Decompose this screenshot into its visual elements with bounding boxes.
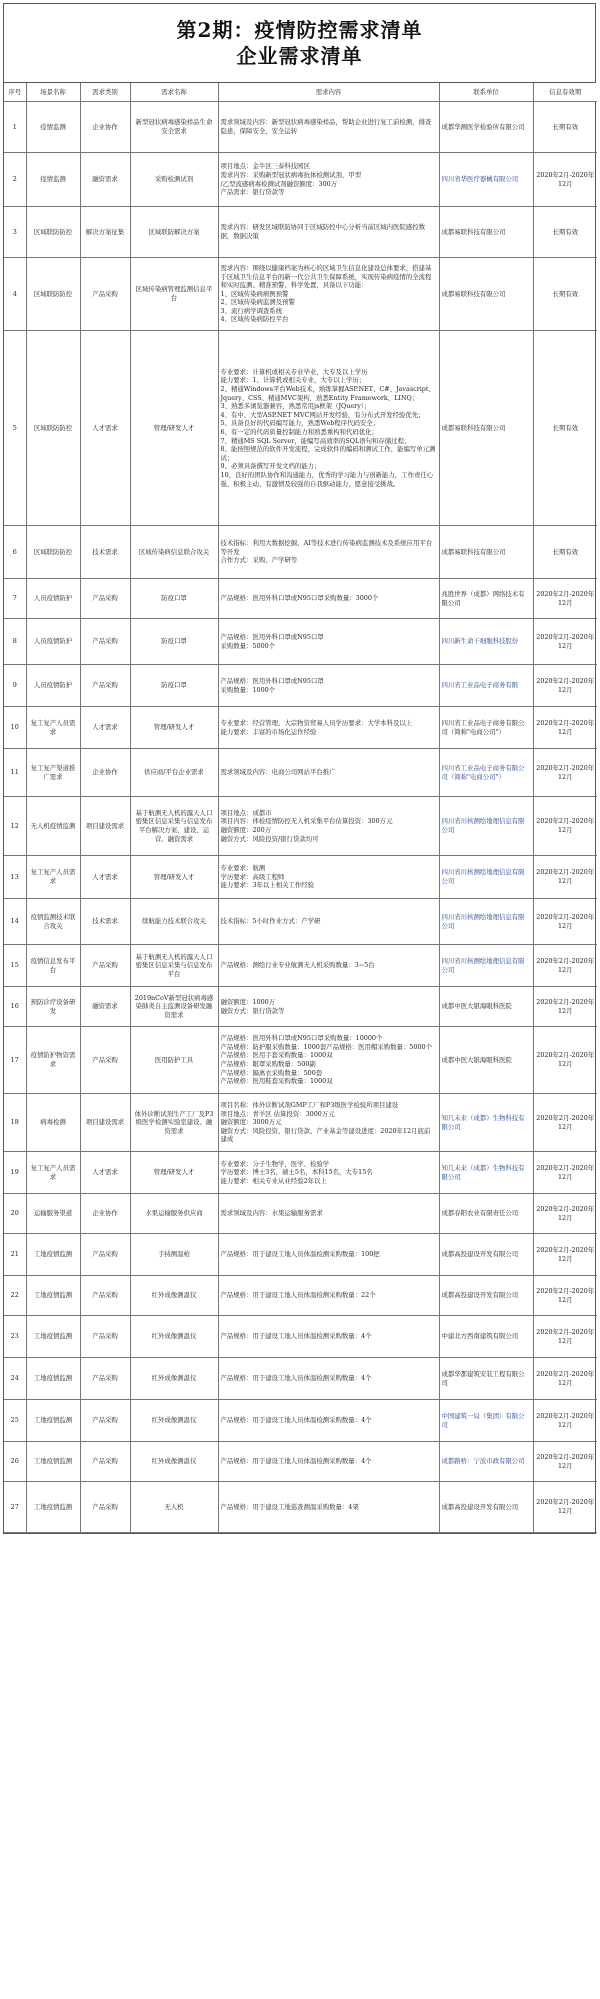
demand-content-line: 产品规格：测绘行业专业航测无人机采购数量：3~5台 [220,961,375,970]
demand-content-line: 需求内容：研发区域联防协同于区域防控中心分析当前区域内医院感控数据，数据决策 [220,223,425,240]
demand-name: 红外成像测温仪 [130,1316,218,1358]
scene-name: 复工复产人员需求 [26,707,80,749]
row-number: 4 [4,258,26,331]
scene-name: 工地疫情监测 [26,1442,80,1482]
demand-content-line: 需求内容：采购新型冠状病毒抗体检测试剂、甲型 [220,170,362,179]
row-number: 8 [4,619,26,665]
contact-unit: 四川省工业品电子商务有限公司（简称"电商公司"） [439,749,533,797]
demand-content [218,665,439,707]
demand-content [218,1194,439,1234]
demand-name: 管理/研发人才 [130,1152,218,1194]
table-row [4,619,597,665]
demand-name: 管理/研发人才 [130,856,218,899]
demand-content [218,331,439,526]
demand-content [218,899,439,945]
document-frame [3,3,596,1534]
contact-unit: 成都路桥：宁波市政有限公司 [439,1442,533,1482]
demand-content [218,579,439,619]
demand-content-line: 5、具备良好的代码编写能力，熟悉Web程序代码安全； [220,419,380,428]
demand-category: 项目建设需求 [80,797,130,856]
validity-period: 2020年2月-2020年12月 [533,579,597,619]
validity-period: 2020年2月-2020年12月 [533,749,597,797]
table-row [4,579,597,619]
scene-name: 工地疫情监测 [26,1276,80,1316]
demand-category: 人才需求 [80,1152,130,1194]
validity-period: 2020年2月-2020年12月 [533,1442,597,1482]
demand-content-line: 融资方式：风险投资/银行贷款均可 [220,834,319,843]
scene-name: 病毒检测 [26,1094,80,1152]
validity-period: 长期有效 [533,207,597,258]
demand-content-line: 项目名称：体外诊断试剂GMP工厂和P3级医学检验所项目建设 [220,1101,399,1110]
validity-period: 2020年2月-2020年12月 [533,619,597,665]
row-number: 14 [4,899,26,945]
contact-unit: 中国建筑一局（集团）有限公司 [439,1400,533,1442]
validity-period: 长期有效 [533,331,597,526]
demand-content [218,749,439,797]
contact-unit: 成都易联科技有限公司 [439,526,533,579]
table-row [4,665,597,707]
validity-period: 长期有效 [533,526,597,579]
table-row [4,1194,597,1234]
demand-category: 融资需求 [80,987,130,1027]
demand-category: 企业协作 [80,749,130,797]
demand-content-line: 产品规格：用于建设工地人员体温检测采购数量：4个 [220,1457,372,1466]
demand-content-line: 需求领域及内容：新型冠状病毒感染样品，帮助企业进行复工前检测，排查隐患，保障安全，安全运转 [220,118,432,135]
table-row [4,1094,597,1152]
demand-content-line: 产品规格：医用手套采购数量：1000双 [220,1051,333,1060]
contact-unit: 中建北方西南建筑有限公司 [439,1316,533,1358]
row-number: 15 [4,945,26,987]
table-row [4,1152,597,1194]
demand-content-line: 学历要求：高级工程师 [220,872,285,881]
scene-name: 复工复产人员需求 [26,1152,80,1194]
demand-content-line: 9、必须具备撰写开发文档的能力； [220,462,321,471]
scene-name: 区域联防防控 [26,526,80,579]
demand-category: 技术需求 [80,899,130,945]
scene-name: 疫情监测 [26,153,80,207]
demand-content-line: 2、区域传染病监测及预警 [220,298,295,307]
demand-content-line: 产品规格：眼罩采购数量：500副 [220,1060,316,1068]
table-row [4,1442,597,1482]
table-row [4,153,597,207]
table-row [4,1027,597,1094]
demand-content-line: 10、良好的团队协作和沟通能力，优秀的学习能力与创新能力，工作责任心强、积极主动、有激情及较强的自我驱动能力，愿意接受挑战。 [220,470,434,488]
title-block [4,4,595,83]
demand-name: 采购检测试剂 [130,153,218,207]
demand-content [218,1358,439,1400]
demand-content-line: 4、有中、大型ASP.NET MVC网站开发经验，有分布式开发经验优先； [220,410,425,419]
table-row [4,1400,597,1442]
demand-content [218,707,439,749]
demand-content-line: 能力要求：丰富的市场化运作经验 [220,727,317,736]
demand-content-line: 能力要求：3年以上相关工作经验 [220,881,315,890]
scene-name: 人员疫情防护 [26,619,80,665]
table-row [4,899,597,945]
contact-unit: 四川省川核测绘地理信息有限公司 [439,797,533,856]
row-number: 20 [4,1194,26,1234]
demand-content-line: 7、精通MS SQL Server，能编写高效率的SQL语句和存储过程； [220,436,411,445]
row-number: 6 [4,526,26,579]
scene-name: 工地疫情监测 [26,1400,80,1442]
demand-content [218,1276,439,1316]
demand-category: 产品采购 [80,665,130,707]
scene-name: 人员疫情防护 [26,665,80,707]
table-header-row [4,83,597,102]
demand-content [218,153,439,207]
demand-content [218,1094,439,1152]
row-number: 2 [4,153,26,207]
scene-name: 工地疫情监测 [26,1482,80,1533]
row-number: 23 [4,1316,26,1358]
demand-content-line: 专业要求：航测 [220,864,266,873]
demand-name: 水果运输服务供应商 [130,1194,218,1234]
table-row [4,1358,597,1400]
row-number: 7 [4,579,26,619]
demand-name: 供应商/平台企业需求 [130,749,218,797]
validity-period: 2020年2月-2020年12月 [533,987,597,1027]
demand-content-line: /乙型流感病毒检测试剂融资额度：300万 [220,179,338,188]
row-number: 13 [4,856,26,899]
demand-content-line: 技术指标：利用大数据挖掘、AI等技术进行传染病监测技术及系统应用平台等开发 [220,539,433,556]
demand-category: 融资需求 [80,153,130,207]
demand-category: 产品采购 [80,1027,130,1094]
demand-content-line: 融资方式：银行贷款等 [220,1006,285,1015]
demand-name: 红外成像测温仪 [130,1442,218,1482]
demand-content [218,258,439,331]
demand-category: 产品采购 [80,1316,130,1358]
validity-period: 2020年2月-2020年12月 [533,899,597,945]
demand-content-line: 产品规格：用于建设工地人员体温检测采购数量：22个 [220,1291,376,1300]
header-no: 序号 [4,83,26,102]
contact-unit: 成都易联科技有限公司 [439,207,533,258]
demand-name: 红外成像测温仪 [130,1358,218,1400]
page-subtitle: 企业需求清单 [236,44,363,68]
demand-content-line: 产品规格：医用外科口罩或N95口罩采购数量：10000个 [220,1034,383,1043]
row-number: 27 [4,1482,26,1533]
demand-content-line: 产品规格：用于建设工地人员体温检测采购数量：100把 [220,1250,380,1259]
demand-content-line: 专业要求：计算机或相关专业毕业，大专及以上学历 [220,367,368,376]
table-row [4,707,597,749]
demand-content-line: 融资额度：3000万元 [220,1118,282,1127]
validity-period: 2020年2月-2020年12月 [533,707,597,749]
scene-name: 无人机疫情监测 [26,797,80,856]
demand-content-line: 学历要求：博士3名，硕士5名，本科15名，大专15名 [220,1168,373,1177]
demand-content-line: 产品规格：医用外科口罩或N95口罩采购数量：3000个 [220,594,379,603]
demand-category: 人才需求 [80,707,130,749]
demand-content [218,1027,439,1094]
demand-content-line: 合作方式：采购、产学研等 [220,556,298,565]
contact-unit: 兆胜世界（成都）网络技术有限公司 [439,579,533,619]
validity-period: 2020年2月-2020年12月 [533,1152,597,1194]
row-number: 11 [4,749,26,797]
contact-unit: 成都华都建筑安装工程有限公司 [439,1358,533,1400]
table-row [4,331,597,526]
validity-period: 长期有效 [533,258,597,331]
demand-category: 技术需求 [80,526,130,579]
table-row [4,749,597,797]
demand-name: 体外诊断试剂生产工厂及P3级医学检测实验室建设、融资需求 [130,1094,218,1152]
demand-content-line: 6、有一定的代码质量控制能力和熟悉重构和代码优化； [220,428,378,436]
scene-name: 预防诊疗设备研发 [26,987,80,1027]
demand-category: 产品采购 [80,1276,130,1316]
demand-content-line: 专业要求：分子生物学、医学、检验学 [220,1159,330,1168]
demand-content-line: 产品规格：医用外科口罩或N95口罩 [220,676,324,685]
demand-content-line: 3、流行病学调查系统 [220,306,283,315]
demand-category: 产品采购 [80,619,130,665]
contact-unit: 四川省工业品电子商务有限公司（简称"电商公司"） [439,707,533,749]
demand-name: 新型冠状病毒感染样品生命安全需求 [130,102,218,153]
scene-name: 运输服务渠道 [26,1194,80,1234]
demand-name: 防疫口罩 [130,579,218,619]
demand-content [218,1400,439,1442]
validity-period: 2020年2月-2020年12月 [533,1194,597,1234]
demand-content [218,1442,439,1482]
header-scene: 场景名称 [26,83,80,102]
demand-content [218,1316,439,1358]
contact-unit: 成都高投建设开发有限公司 [439,1276,533,1316]
demand-content-line: 8、能按照规范的软件开发流程，完成软件的编码和测试工作，能编写单元测试； [220,445,436,462]
scene-name: 复工复产人员需求 [26,856,80,899]
validity-period: 2020年2月-2020年12月 [533,1027,597,1094]
contact-unit: 成都华测医学检验所有限公司 [439,102,533,153]
validity-period: 2020年2月-2020年12月 [533,665,597,707]
demand-content-line: 项目地点：金牛区三泰科技园区 [220,162,310,171]
contact-unit: 成都高投建设开发有限公司 [439,1482,533,1533]
demand-category: 产品采购 [80,945,130,987]
demand-content-line: 需求领域及内容：水果运输服务需求 [220,1209,323,1218]
table-row [4,1482,597,1533]
row-number: 10 [4,707,26,749]
demand-content-line: 采购数量：5000个 [220,641,276,650]
demand-content [218,619,439,665]
table-row [4,856,597,899]
demand-name: 红外成像测温仪 [130,1276,218,1316]
row-number: 18 [4,1094,26,1152]
contact-unit: 成都易联科技有限公司 [439,258,533,331]
demand-content-line: 2、精通Windows平台Web技术，熟练掌握ASP.NET、C#、Javascript、Jquery、CSS、精通MVC架构，熟悉Entity Framework、LINQ； [220,385,435,402]
scene-name: 工地疫情监测 [26,1234,80,1276]
table-row [4,526,597,579]
demand-content [218,1234,439,1276]
demand-category: 产品采购 [80,1358,130,1400]
contact-unit: 四川省工业品电子商务有限 [439,665,533,707]
validity-period: 长期有效 [533,102,597,153]
contact-unit: 四川省川核测绘地理信息有限公司 [439,899,533,945]
contact-unit: 成都春阳农业有限责任公司 [439,1194,533,1234]
demand-name: 基于航测无人机的露天人口密集区信息采集与信息发布平台 [130,945,218,987]
header-unit: 联系单位 [439,83,533,102]
row-number: 1 [4,102,26,153]
table-row [4,987,597,1027]
validity-period: 2020年2月-2020年12月 [533,1400,597,1442]
validity-period: 2020年2月-2020年12月 [533,1316,597,1358]
scene-name: 疫情监测技术联合攻关 [26,899,80,945]
demand-name: 区域传染病信息联合攻关 [130,526,218,579]
demand-content [218,102,439,153]
demand-content-line: 3、熟悉多浏览器兼容，熟悉常用js框架（JQuery）； [220,402,371,411]
demand-content [218,1152,439,1194]
scene-name: 区域联防防控 [26,258,80,331]
validity-period: 2020年2月-2020年12月 [533,1482,597,1533]
demand-name: 无人机 [130,1482,218,1533]
row-number: 17 [4,1027,26,1094]
scene-name: 疫情信息发布平台 [26,945,80,987]
table-row [4,258,597,331]
table-row [4,1234,597,1276]
page-title: 第2期：疫情防控需求清单 [176,18,423,42]
validity-period: 2020年2月-2020年12月 [533,797,597,856]
table-row [4,1276,597,1316]
scene-name: 人员疫情防护 [26,579,80,619]
demand-category: 解决方案征集 [80,207,130,258]
demand-content-line: 产品规格：用于建设工地巡查测温采购数量：4架 [220,1502,359,1511]
table-body [4,102,597,1533]
demand-content-line: 1、区域传染病病例预警 [220,289,289,298]
demand-category: 产品采购 [80,1400,130,1442]
contact-unit: 成都高投建设开发有限公司 [439,1234,533,1276]
row-number: 9 [4,665,26,707]
demand-content-line: 产品规格：用于建设工地人员体温检测采购数量：4个 [220,1374,372,1383]
demand-content-line: 产品规格：医用鞋套采购数量：1000双 [220,1077,333,1086]
demand-content-line: 产品需求：银行贷款等 [220,188,285,197]
demand-content-line: 能力要求：1、计算机或相关专业，大专以上学历； [220,376,366,385]
demand-name: 管理/研发人才 [130,707,218,749]
row-number: 16 [4,987,26,1027]
demand-content-line: 采购数量：1000个 [220,685,276,694]
validity-period: 2020年2月-2020年12月 [533,945,597,987]
demand-content-line: 项目地点：青羊区 估算投资：3000万元 [220,1109,335,1118]
demand-content [218,1482,439,1533]
demand-category: 产品采购 [80,1482,130,1533]
row-number: 21 [4,1234,26,1276]
demand-name: 区域联防解决方案 [130,207,218,258]
demand-content-line: 融资额度：200万 [220,826,272,834]
demand-name: 医用防护工具 [130,1027,218,1094]
table-row [4,945,597,987]
validity-period: 2020年2月-2020年12月 [533,1276,597,1316]
table-row [4,102,597,153]
row-number: 26 [4,1442,26,1482]
demand-content-line: 项目地点：成都市 [220,808,272,817]
demand-content-line: 技术指标：5小时作业方式：产学研 [220,917,321,926]
contact-unit: 四川新生命干细胞科技股份 [439,619,533,665]
demand-name: 手持测温枪 [130,1234,218,1276]
demand-content-line: 产品规格：隔离衣采购数量：500套 [220,1068,323,1077]
row-number: 19 [4,1152,26,1194]
row-number: 3 [4,207,26,258]
scene-name: 工地疫情监测 [26,1358,80,1400]
scene-name: 区域联防防控 [26,207,80,258]
demand-content-line: 能力要求：相关专业从业经验2年以上 [220,1176,327,1185]
demand-name: 续航能力技术联合攻关 [130,899,218,945]
demand-name: 防疫口罩 [130,665,218,707]
contact-unit: 知几未来（成都）生物科技有限公司 [439,1152,533,1194]
demand-category: 产品采购 [80,258,130,331]
demand-content [218,945,439,987]
row-number: 25 [4,1400,26,1442]
contact-unit: 成都中医大银海眼科医院 [439,1027,533,1094]
demand-content-line: 融资方式：风险投资、银行贷款、产业基金等建设进度：2020年12月底前建成 [220,1126,431,1144]
demand-category: 企业协作 [80,1194,130,1234]
demand-category: 人才需求 [80,331,130,526]
header-name: 需求名称 [130,83,218,102]
demand-content [218,526,439,579]
row-number: 24 [4,1358,26,1400]
header-content: 需求内容 [218,83,439,102]
table-row [4,797,597,856]
contact-unit: 四川省川核测绘地理信息有限公司 [439,945,533,987]
table-row [4,1316,597,1358]
row-number: 12 [4,797,26,856]
demand-category: 人才需求 [80,856,130,899]
contact-unit: 成都易联科技有限公司 [439,331,533,526]
scene-name: 疫情防护物资需求 [26,1027,80,1094]
demand-name: 管理/研发人才 [130,331,218,526]
demand-content-line: 4、区域传染病防控平台 [220,315,289,324]
contact-unit: 四川省川核测绘地理信息有限公司 [439,856,533,899]
demand-name: 基于航测无人机的露天人口密集区信息采集与信息发布平台解决方案、建设、运营、融资需求 [130,797,218,856]
demand-category: 产品采购 [80,1234,130,1276]
contact-unit: 四川省华医疗器械有限公司 [439,153,533,207]
scene-name: 复工复产渠道推广需求 [26,749,80,797]
validity-period: 2020年2月-2020年12月 [533,1094,597,1152]
demand-content-line: 融资额度：1000万 [220,997,276,1006]
demand-category: 产品采购 [80,1442,130,1482]
row-number: 22 [4,1276,26,1316]
demand-content-line: 产品规格：用于建设工地人员体温检测采购数量：4个 [220,1416,372,1425]
demand-content-line: 产品规格：医用外科口罩或N95口罩 [220,632,324,641]
demand-content-line: 需求领域及内容：电商公司网站平台推广 [220,768,336,777]
demand-content-line: 产品规格：用于建设工地人员体温检测采购数量：4个 [220,1332,372,1341]
contact-unit: 知几未来（成都）生物科技有限公司 [439,1094,533,1152]
validity-period: 2020年2月-2020年12月 [533,1234,597,1276]
demand-name: 区域传染病管理监测信息平台 [130,258,218,331]
scene-name: 疫情监测 [26,102,80,153]
demand-content [218,797,439,856]
scene-name: 区域联防防控 [26,331,80,526]
table-row [4,207,597,258]
scene-name: 工地疫情监测 [26,1316,80,1358]
demand-name: 红外成像测温仪 [130,1400,218,1442]
demand-name: 2019nCoV新型冠状病毒感染肺炎自主监测设备研发融资需求 [130,987,218,1027]
header-category: 需求类别 [80,83,130,102]
row-number: 5 [4,331,26,526]
validity-period: 2020年2月-2020年12月 [533,153,597,207]
contact-unit: 成都中医大银海眼科医院 [439,987,533,1027]
demand-name: 防疫口罩 [130,619,218,665]
demand-category: 产品采购 [80,579,130,619]
demand-category: 项目建设需求 [80,1094,130,1152]
demand-content-line: 项目内容：体检疫情防控无人机采集平台估算投资：300万元 [220,817,393,826]
demand-content-line: 专业要求：经营管理、大宗物资贸易人员学历要求：大学本科及以上 [220,718,413,727]
demand-category: 企业协作 [80,102,130,153]
demand-content [218,856,439,899]
validity-period: 2020年2月-2020年12月 [533,1358,597,1400]
validity-period: 2020年2月-2020年12月 [533,856,597,899]
demand-content [218,207,439,258]
header-validity: 信息有效期 [533,83,597,102]
demand-content-line: 产品规格：防护服采购数量：1000套产品规格：医用帽采购数量：5000个 [220,1042,432,1051]
demand-table [4,83,597,1533]
demand-content [218,987,439,1027]
demand-content-line: 需求内容：围绕以健康档案为核心的区域卫生信息化建设总体要求，搭建基于区域卫生信息平台的新一代公共卫生保障系统，实现传染病疫情的全流程和实时监测、精准预警、科学处置，具备以下功能： [220,263,432,290]
